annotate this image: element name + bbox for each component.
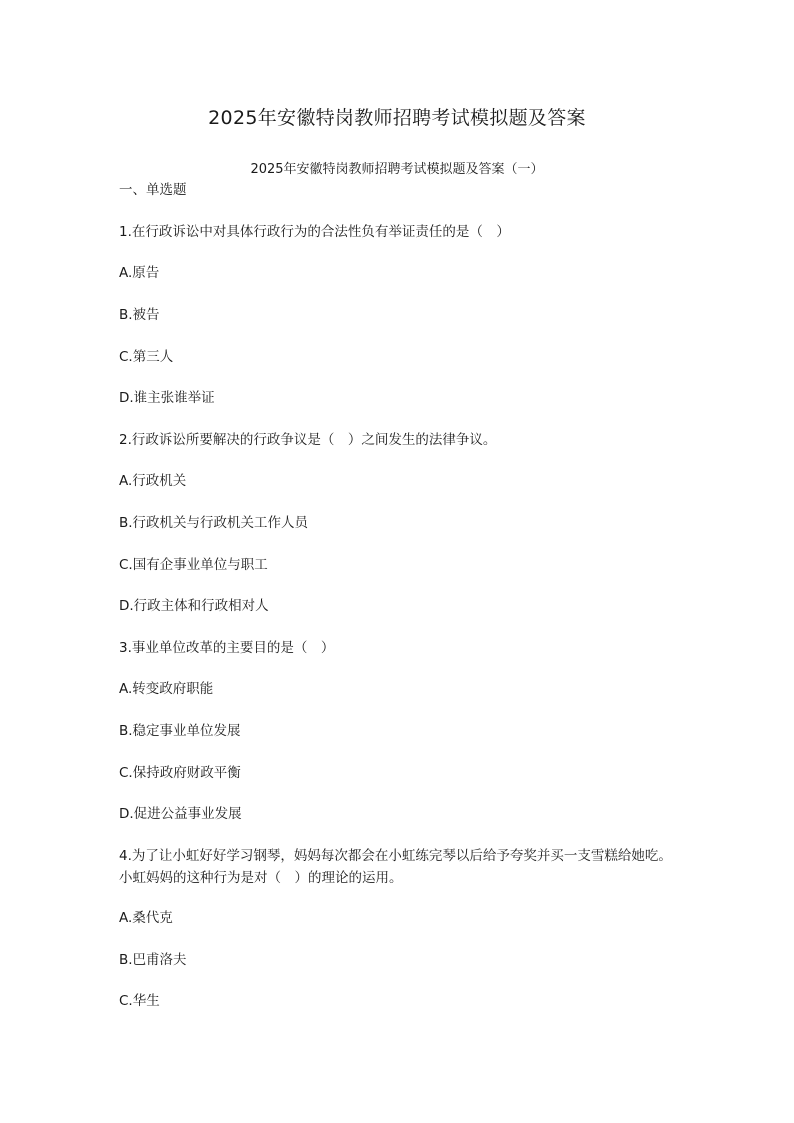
question-3-option-c: C.保持政府财政平衡 <box>119 765 241 781</box>
question-3-option-d: D.促进公益事业发展 <box>119 806 242 822</box>
question-1-option-c: C.第三人 <box>119 349 174 365</box>
question-3-option-b: B.稳定事业单位发展 <box>119 723 241 739</box>
question-1-option-a: A.原告 <box>119 265 160 281</box>
question-2-option-b: B.行政机关与行政机关工作人员 <box>119 515 309 531</box>
question-1-option-b: B.被告 <box>119 307 160 323</box>
section-heading: 一、单选题 <box>119 182 187 198</box>
question-4-option-c: C.华生 <box>119 993 160 1009</box>
question-4-option-a: A.桑代克 <box>119 910 173 926</box>
document-subtitle: 2025年安徽特岗教师招聘考试模拟题及答案（一） <box>250 162 544 177</box>
question-4-stem: 4.为了让小虹好好学习钢琴，妈妈每次都会在小虹练完琴以后给予夸奖并买一支雪糕给她吃。小虹妈妈的这种行为是对（ ）的理论的运用。 <box>119 848 672 886</box>
question-2-option-c: C.国有企事业单位与职工 <box>119 557 268 573</box>
question-4-option-b: B.巴甫洛夫 <box>119 952 187 968</box>
question-1-stem: 1.在行政诉讼中对具体行政行为的合法性负有举证责任的是（ ） <box>119 224 510 240</box>
document-title: 2025年安徽特岗教师招聘考试模拟题及答案 <box>208 107 586 129</box>
question-1-option-d: D.谁主张谁举证 <box>119 390 215 406</box>
question-2-option-d: D.行政主体和行政相对人 <box>119 598 269 614</box>
question-3-stem: 3.事业单位改革的主要目的是（ ） <box>119 640 335 656</box>
question-2-stem: 2.行政诉讼所要解决的行政争议是（ ）之间发生的法律争议。 <box>119 432 497 448</box>
question-3-option-a: A.转变政府职能 <box>119 681 214 697</box>
question-2-option-a: A.行政机关 <box>119 473 187 489</box>
